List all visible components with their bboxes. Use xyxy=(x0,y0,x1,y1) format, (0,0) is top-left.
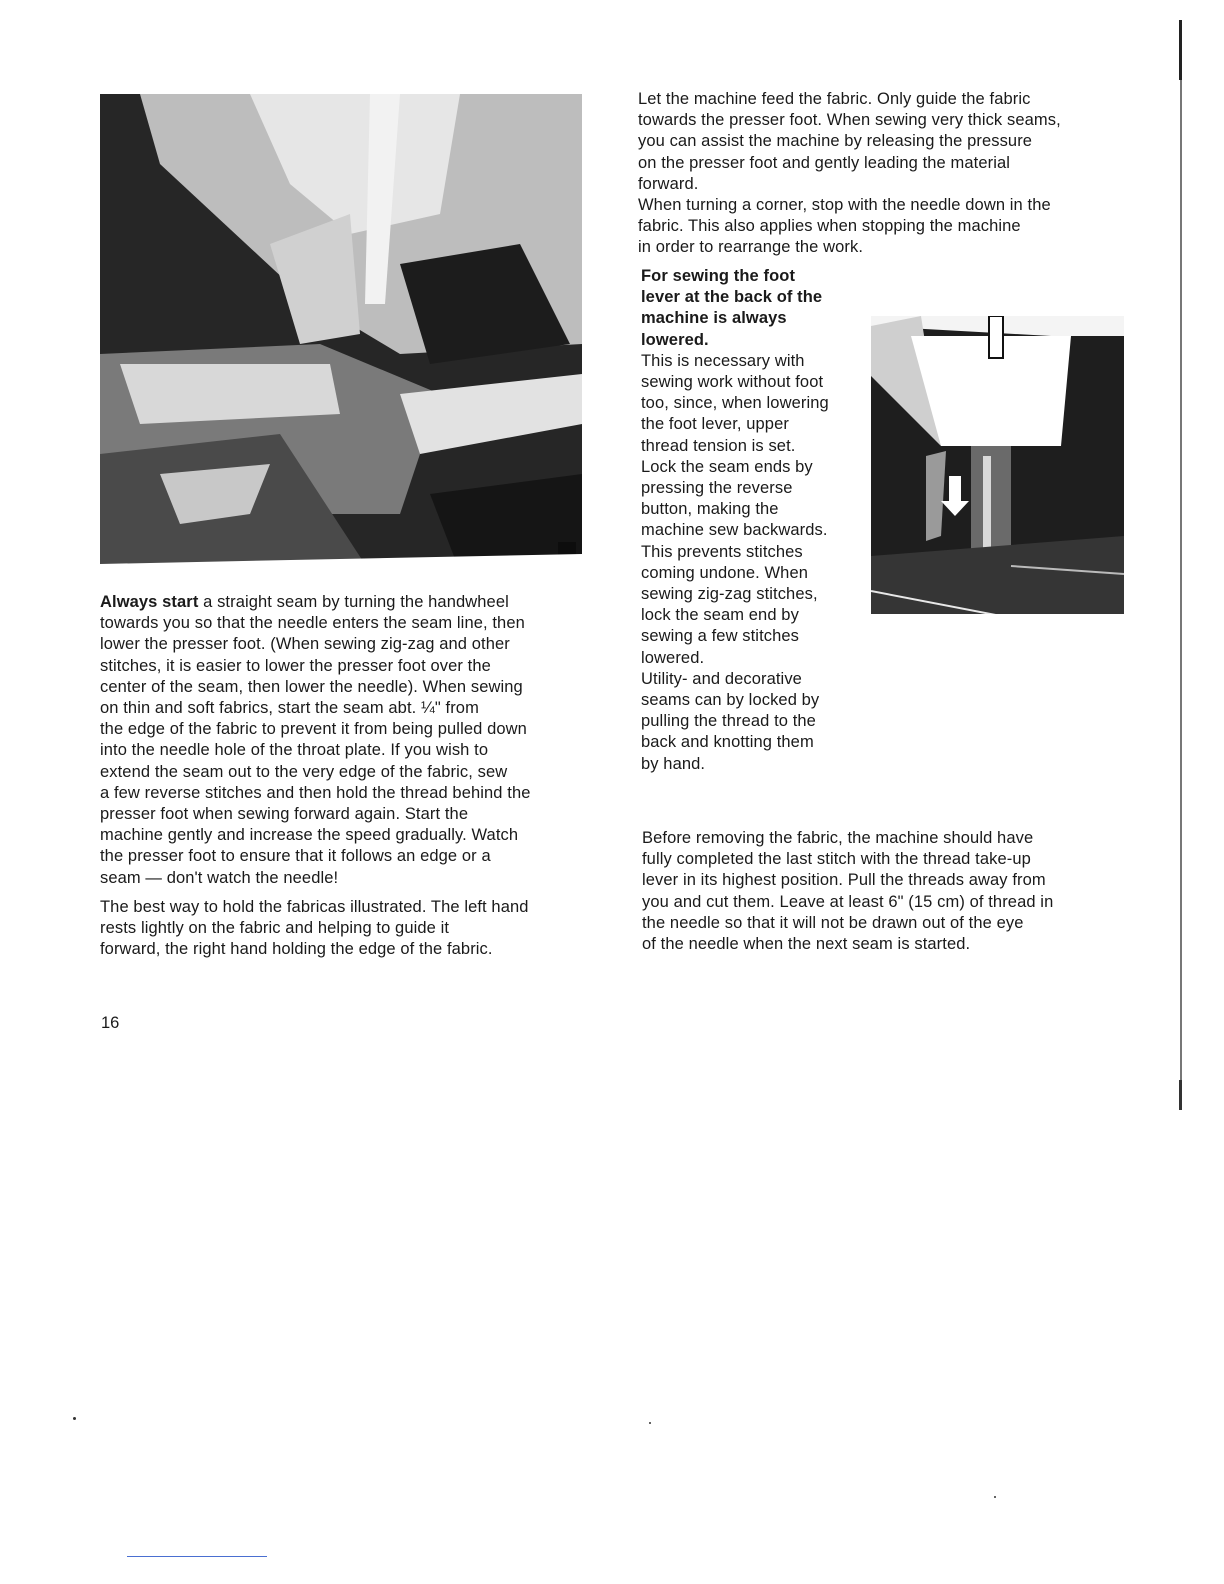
line: center of the seam, then lower the needle). When sewing xyxy=(100,677,523,696)
note-heading-line: machine is always xyxy=(641,309,787,328)
note-heading-line: lowered. xyxy=(641,330,709,349)
photo-hands-guiding-fabric xyxy=(100,94,582,572)
line: pulling the thread to the xyxy=(641,712,816,731)
note-heading-line: For sewing the foot xyxy=(641,267,796,285)
line: The best way to hold the fabricas illustrated. The left hand xyxy=(100,897,529,916)
line: the needle so that it will not be drawn out of the eye xyxy=(642,913,1024,932)
line: forward. xyxy=(638,174,699,193)
line: towards you so that the needle enters the seam line, then xyxy=(100,614,525,633)
scan-speck xyxy=(73,1417,76,1420)
lead-text: Always start xyxy=(100,593,199,611)
page-number: 16 xyxy=(101,1014,120,1032)
line: back and knotting them xyxy=(641,733,814,752)
line: Utility- and decorative xyxy=(641,669,802,688)
line: towards the presser foot. When sewing very thick seams, xyxy=(638,111,1061,130)
line: you and cut them. Leave at least 6" (15 cm) of thread in xyxy=(642,892,1054,911)
line: thread tension is set. xyxy=(641,436,796,455)
line: the foot lever, upper xyxy=(641,415,789,434)
right-paragraph-removing-fabric xyxy=(642,828,1142,955)
foot-lever-note xyxy=(641,266,866,775)
line: Lock the seam ends by xyxy=(641,457,813,476)
line: seams can by locked by xyxy=(641,691,820,710)
line: This prevents stitches xyxy=(641,542,803,561)
line: seam — don't watch the needle! xyxy=(100,868,339,887)
left-paragraph-start-seam xyxy=(100,592,600,960)
line: sewing zig-zag stitches, xyxy=(641,585,818,604)
line: pressing the reverse xyxy=(641,479,793,498)
line: you can assist the machine by releasing the pressure xyxy=(638,132,1033,151)
line: the edge of the fabric to prevent it from being pulled down xyxy=(100,720,527,739)
line: fully completed the last stitch with the thread take-up xyxy=(642,850,1031,869)
line: of the needle when the next seam is started. xyxy=(642,935,971,954)
line: too, since, when lowering xyxy=(641,394,829,413)
line-text: a straight seam by turning the handwheel xyxy=(198,593,509,611)
scan-speck xyxy=(994,1496,996,1498)
scan-speck xyxy=(649,1422,651,1424)
line: lock the seam end by xyxy=(641,606,799,625)
line: the presser foot to ensure that it follows an edge or a xyxy=(100,847,491,866)
line: When turning a corner, stop with the needle down in the xyxy=(638,196,1051,215)
line: forward, the right hand holding the edge of the fabric. xyxy=(100,940,493,959)
note-heading-line: lever at the back of the xyxy=(641,288,823,307)
line: stitches, it is easier to lower the presser foot over the xyxy=(100,656,491,675)
line: rests lightly on the fabric and helping to guide it xyxy=(100,919,450,938)
photo-foot-lever-drawing xyxy=(871,316,1124,614)
line: on thin and soft fabrics, start the seam abt. ¼" from xyxy=(100,699,479,718)
photo-foot-lever-lowered xyxy=(871,316,1124,614)
line: fabric. This also applies when stopping the machine xyxy=(638,217,1021,236)
line: extend the seam out to the very edge of the fabric, sew xyxy=(100,762,508,781)
line: lowered. xyxy=(641,648,705,667)
line: Before removing the fabric, the machine should have xyxy=(642,829,1034,847)
scan-edge-shadow xyxy=(1178,20,1184,1110)
line: presser foot when sewing forward again. Start the xyxy=(100,805,469,824)
line: a few reverse stitches and then hold the thread behind the xyxy=(100,783,531,802)
line: into the needle hole of the throat plate. If you wish to xyxy=(100,741,489,760)
line: machine sew backwards. xyxy=(641,521,828,540)
line: coming undone. When xyxy=(641,563,809,582)
line xyxy=(100,592,600,613)
line: sewing work without foot xyxy=(641,373,824,392)
line: lower the presser foot. (When sewing zig-zag and other xyxy=(100,635,510,654)
line: in order to rearrange the work. xyxy=(638,238,864,257)
line: by hand. xyxy=(641,754,706,773)
photo-hands-guiding-fabric-drawing xyxy=(100,94,582,572)
line: button, making the xyxy=(641,500,779,519)
line: machine gently and increase the speed gradually. Watch xyxy=(100,826,519,845)
line: lever in its highest position. Pull the threads away from xyxy=(642,871,1046,890)
scan-blue-line xyxy=(127,1556,267,1557)
line: This is necessary with xyxy=(641,351,805,370)
line: sewing a few stitches xyxy=(641,627,800,646)
right-paragraph-feed-fabric xyxy=(638,89,1128,259)
line: Let the machine feed the fabric. Only guide the fabric xyxy=(638,90,1031,108)
line: on the presser foot and gently leading the material xyxy=(638,153,1010,172)
